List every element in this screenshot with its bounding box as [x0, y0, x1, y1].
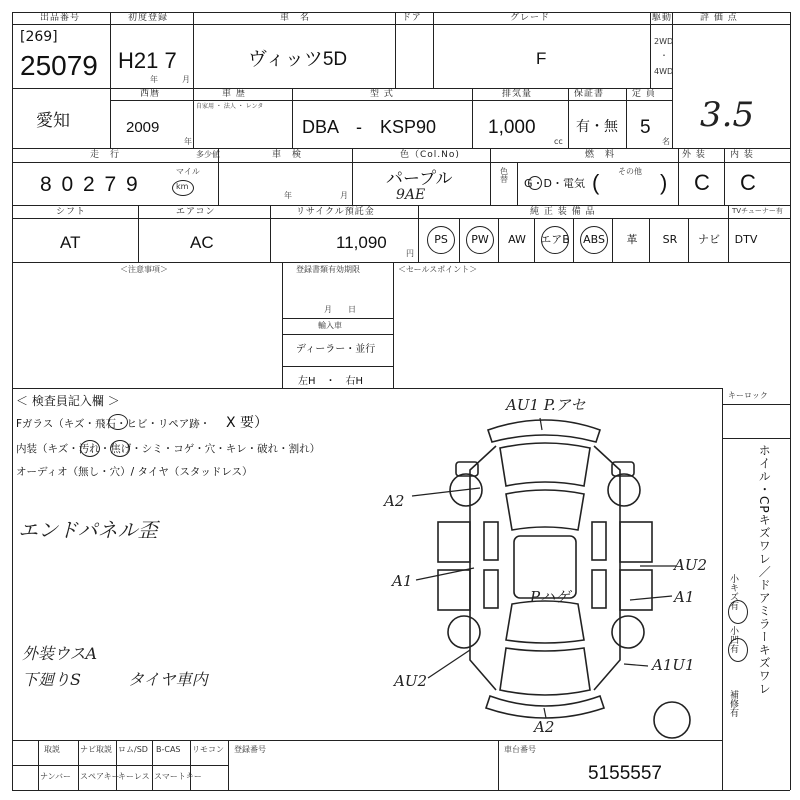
model-value: ヴィッツ5D [248, 49, 348, 70]
mark-left-2: A1 [392, 572, 413, 590]
mark-bottom: A2 [534, 718, 555, 736]
equipment-item: ナビ [698, 233, 720, 246]
handwritten-note-1: エンドパネル歪 [18, 518, 158, 542]
footer-c7: スペアキー [80, 772, 120, 781]
glass-mark: X 要） [226, 415, 269, 431]
fuel-value: G・D・電気 [524, 177, 585, 190]
equipment-item: エアB [540, 233, 570, 246]
footer-c9: スマートキー [154, 772, 202, 781]
equipment-label: 純 正 装 備 品 [530, 207, 596, 217]
color-value: パープル [386, 169, 453, 188]
side-legend-2: 小凹有 [728, 626, 738, 653]
side-legend: ホイル・CPキズワレ／ドアミラーキズワレ [757, 444, 772, 696]
interior-line: 内装（キズ・汚れ・焦げ・シミ・コゲ・穴・キレ・破れ・割れ） [16, 443, 321, 455]
footer-c5: リモコン [192, 745, 224, 754]
reg-number-label: 登録番号 [234, 745, 266, 754]
color-change-label: 色替 [500, 167, 508, 184]
inspector-title: ＜ 検査員記入欄 ＞ [16, 394, 120, 408]
handwritten-note-4: タイヤ車内 [128, 670, 208, 689]
equipment-item: 革 [626, 233, 638, 246]
steering-value: 左H ・ 右H [298, 376, 364, 387]
mark-left-1: A2 [384, 492, 405, 510]
footer-c6: ナンバー [40, 772, 72, 781]
mark-center: Pハゲ [530, 588, 571, 606]
reg-deadline-label: 登録書類有効期限 [296, 265, 360, 274]
region-value: 愛知 [36, 111, 70, 130]
side-legend-1: 小キズ有 [728, 574, 738, 610]
color-label: 色（Col.No) [400, 150, 460, 160]
first-reg-value: H21 7 [118, 48, 177, 73]
footer-c2: ナビ取説 [80, 745, 112, 754]
exterior-value: C [694, 170, 710, 195]
interior-label: 内 装 [730, 150, 754, 160]
year-label: 西暦 [140, 89, 161, 99]
grade-label: グレード [510, 13, 551, 23]
recycle-value: 11,090 [336, 233, 387, 252]
equipment-item: PS [434, 233, 448, 246]
side-legend-3: 補修有 [728, 690, 738, 717]
keylock-label: キーロック [728, 391, 768, 400]
drive-4wd: 4WD [654, 67, 674, 76]
recycle-unit: 円 [406, 249, 414, 258]
mileage-value: 8 0 2 7 9 [40, 173, 140, 196]
color-code: 9AE [396, 187, 426, 203]
interior-value: C [740, 170, 756, 195]
equipment-item: SR [662, 233, 678, 246]
displacement-value: 1,000 [488, 117, 536, 138]
footer-c3: ロム/SD [118, 745, 148, 754]
meter-label: 多少値 [196, 150, 220, 159]
score-value: 3.5 [700, 95, 755, 135]
drive-2wd: 2WD [654, 37, 674, 46]
equipment-item: ABS [583, 233, 605, 246]
lot-label: 出品番号 [40, 13, 81, 23]
sales-point-label: ＜セールスポイント＞ [398, 265, 478, 274]
handwritten-note-3: 下廻りS [22, 670, 81, 689]
lot-number: 25079 [20, 50, 98, 81]
mark-right-3: A1U1 [652, 656, 695, 674]
displacement-unit: cc [554, 137, 563, 146]
footer-c1: 取説 [44, 745, 60, 754]
inspection-year-unit: 年 [284, 191, 292, 200]
type-value: DBA - KSP90 [302, 117, 437, 137]
chassis-number: 5155557 [588, 763, 662, 784]
history-options: 自家用 ・ 法人 ・ レンタ [196, 103, 264, 110]
equipment-item: AW [508, 233, 526, 246]
chassis-label: 車台番号 [504, 745, 536, 754]
model-label: 車 名 [280, 13, 311, 23]
reg-month-day: 月 日 [324, 305, 356, 314]
year-value: 2009 [126, 119, 160, 136]
fuel-label: 燃 料 [585, 150, 616, 160]
grade-value: F [536, 49, 547, 68]
exterior-label: 外 装 [682, 150, 706, 160]
displacement-label: 排気量 [502, 89, 533, 99]
import-label: 輸入車 [318, 321, 342, 330]
capacity-unit: 名 [662, 137, 670, 146]
mileage-label: 走 行 [90, 150, 121, 160]
ac-label: エアコン [176, 207, 216, 217]
year-unit: 年 [184, 137, 192, 146]
mileage-unit-top: マイル [176, 167, 200, 176]
footer-c4: B-CAS [156, 745, 181, 754]
score-label: 評 価 点 [700, 13, 738, 23]
mark-left-3: AU2 [394, 672, 428, 690]
mark-right-2: A1 [674, 588, 695, 606]
equipment-item: DTV [734, 233, 758, 246]
drive-label: 駆動 [652, 13, 673, 23]
notes-label: ＜注意事項＞ [120, 265, 168, 274]
inspection-month-unit: 月 [340, 191, 348, 200]
glass-line: Fガラス（キズ・飛石・ヒビ・リペア跡・ [16, 418, 211, 430]
equipment-item: PW [471, 233, 489, 246]
mark-right-1: AU2 [674, 556, 708, 574]
capacity-label: 定 員 [632, 89, 656, 99]
warranty-value: 有・無 [576, 119, 618, 135]
first-reg-unit-year: 年 [150, 75, 158, 84]
mark-top: AU1 P.アセ [506, 396, 586, 414]
shift-value: AT [60, 233, 81, 252]
dealer-value: ディーラー・並行 [296, 344, 376, 355]
inspection-label: 車 検 [272, 150, 303, 160]
fuel-other: その他 [618, 167, 642, 176]
auction-sheet: 出品番号 [269] 25079 初度登録 H21 7 年 月 車 名 ヴィッツ5D ドア グレード F 駆動 2WD ・ 4WD 評 価 点 3.5 愛知 西暦 2009 年 車 歴 自家用 ・ 法人 ・ レンタ 型 式 DBA - KSP90 排気量 1,000 cc 保証書 有・無 定 員 5 名 走 行 多少値 8 0 2 7 9 マイル km 車 検 年 月 色（Col.No) パープル 9AE 色替 燃 料 G・D・電気 その他 ( ) 外 装 C 内 装 C シフト AT エアコン AC リサイクル預託金 11,090 円 純 正 装 備 品 TVチューナー有 PS PW AW エアB ABS 革 SR ナビ DTV ＜注意事項＞ 登録書類有効期限 月 日 輸入車 ディーラー・並行 左H ・ 右H ＜セールスポイント＞ ＜ 検査員記入欄 ＞ Fガラス（キズ・飛石・ヒビ・リペア跡・ X 要） 内装（キズ・汚れ・焦げ・シミ・コゲ・穴・キレ・破れ・割れ） オーディオ（無し・穴）/ タイヤ（スタッドレス） エンドパネル歪 外装ウスA 下廻りS タイヤ車内 キーロック ホイル・CPキズワレ／ドアミラーキズワレ 小キズ有 小凹有 補修有 AU1 P.アセ A2 A1 AU2 AU2 A1 A1U1 Pハゲ A2 取説 ナビ取説 ロム/SD B-CAS リモコン ナンバー スペアキー キーレス スマートキー 登録番号 車台番号 5155557 [0, 0, 800, 800]
audio-line: オーディオ（無し・穴）/ タイヤ（スタッドレス） [16, 466, 253, 478]
capacity-value: 5 [640, 117, 651, 138]
ac-value: AC [190, 233, 214, 252]
first-reg-label: 初度登録 [128, 13, 169, 23]
door-label: ドア [402, 13, 422, 23]
first-reg-unit-month: 月 [182, 75, 190, 84]
handwritten-note-2: 外装ウスA [22, 644, 98, 663]
history-label: 車 歴 [222, 89, 246, 99]
shift-label: シフト [56, 207, 87, 217]
warranty-label: 保証書 [574, 89, 605, 99]
mileage-unit: km [176, 182, 189, 191]
lot-sub: [269] [20, 29, 58, 45]
type-label: 型 式 [370, 89, 394, 99]
tuner-label: TVチューナー有 [732, 207, 783, 215]
footer-c8: キーレス [118, 772, 150, 781]
recycle-label: リサイクル預託金 [296, 207, 375, 217]
